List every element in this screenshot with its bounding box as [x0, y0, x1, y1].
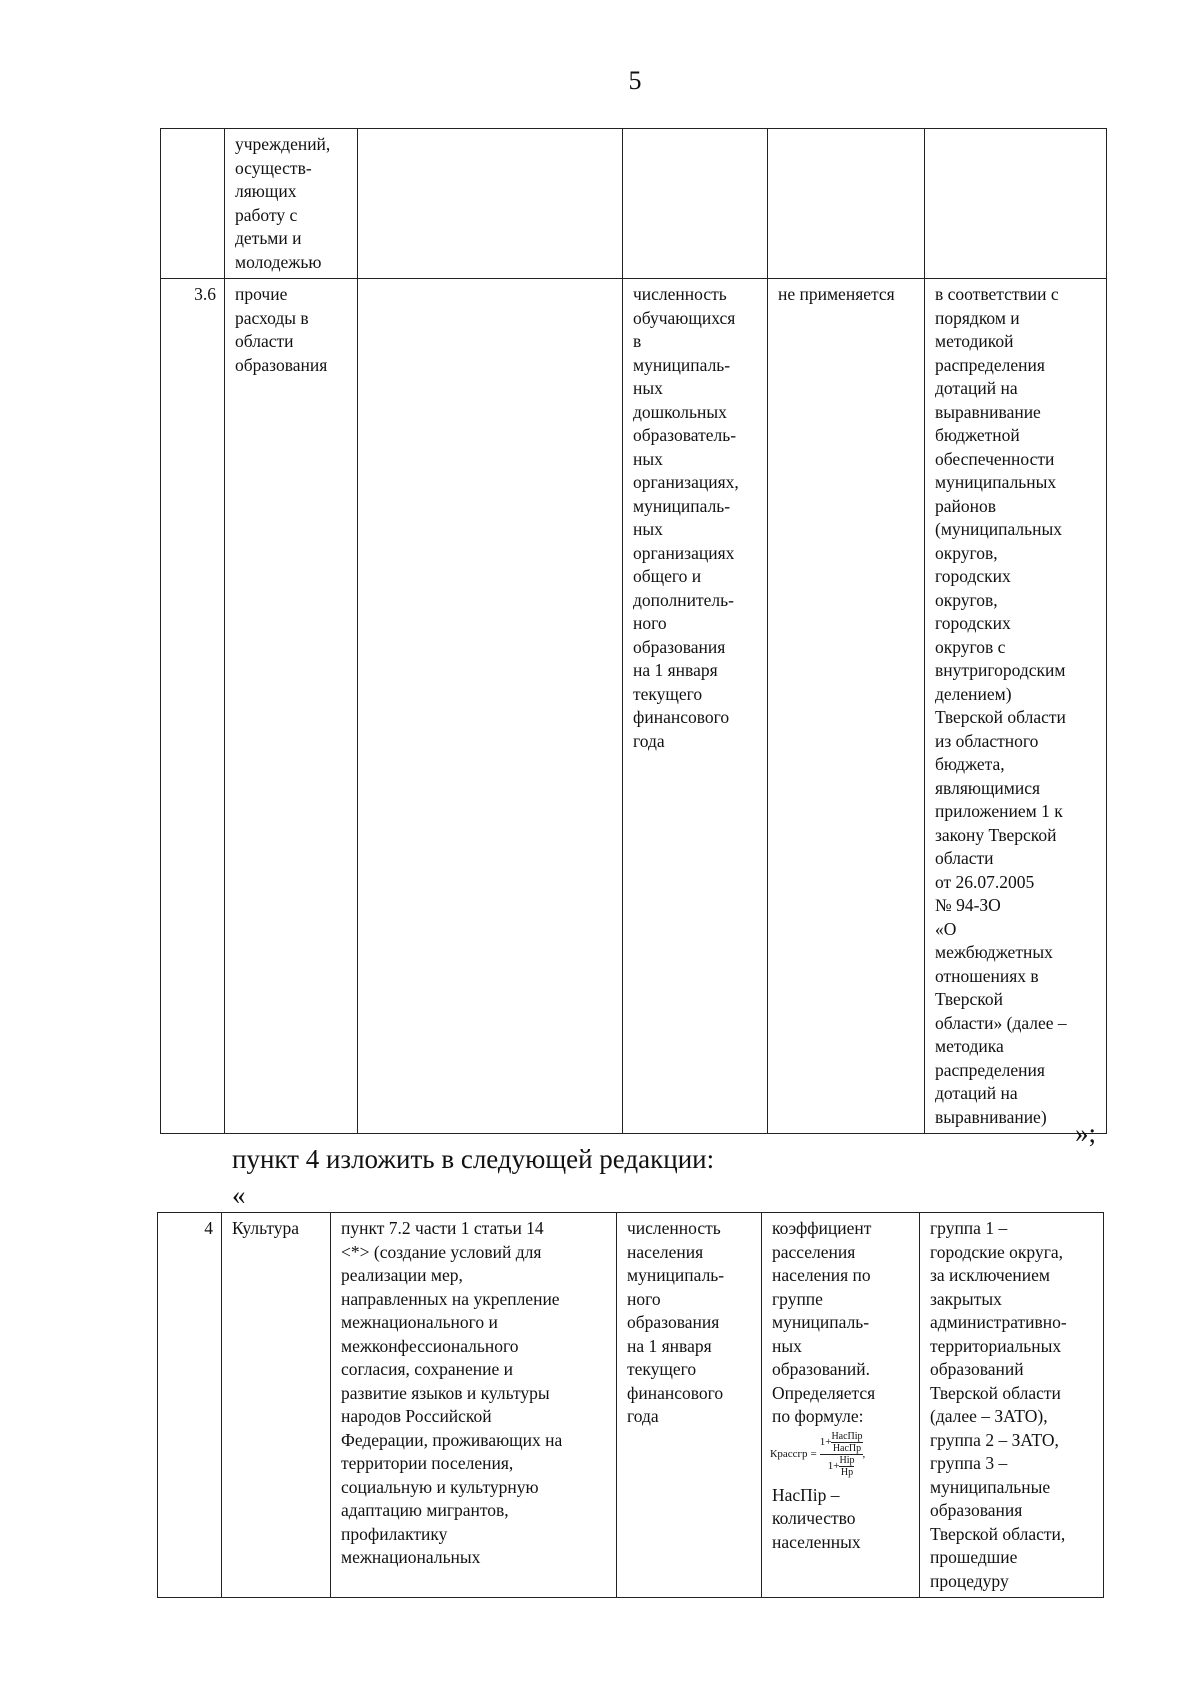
cell-name: учреждений, осуществ- ляющих работу с детьми и молодежью	[225, 129, 358, 279]
table-row	[158, 1213, 1104, 1598]
page-number: 5	[628, 66, 642, 95]
coefficient-variable-definition: НасПiр – количество населенных	[772, 1484, 861, 1552]
cell-powers	[358, 129, 623, 279]
table-bottom	[157, 1212, 1104, 1598]
cell-groups: в соответствии с порядком и методикой распределения дотаций на выравнивание бюджетной обеспеченности муниципальных районов (муниципальных округов, городских округов, городских округов с внутригородским делением) Тверской области из областного бюджета, являющимися приложением 1 к закону Тверской области от 26.07.2005 № 94-ЗО «О межбюджетных отношениях в Тверской области» (далее – методика распределения дотаций на выравнивание)	[925, 279, 1107, 1134]
formula-den-one: 1+	[827, 1459, 840, 1472]
cell-name: прочие расходы в области образования	[225, 279, 358, 1134]
formula-den-b: Нр	[840, 1466, 854, 1478]
cell-coefficient	[762, 1213, 920, 1598]
coefficient-description: коэффициент расселения населения по группе муниципаль- ных образований. Определяется по формуле:	[772, 1218, 876, 1426]
cell-coefficient: не применяется	[768, 279, 925, 1134]
formula-lhs: Крассгр	[770, 1447, 808, 1460]
opening-quote: «	[232, 1180, 246, 1210]
cell-num: 3.6	[161, 279, 225, 1134]
cell-groups: группа 1 – городские округа, за исключением закрытых административно- территориальных образований Тверской области (далее – ЗАТО), группа 2 – ЗАТО, группа 3 – муниципальные образования Тверской области, прошедшие процедуру	[920, 1213, 1104, 1598]
cell-powers: пункт 7.2 части 1 статьи 14 <*> (создание условий для реализации мер, направленных на укрепление межнационального и межконфессионального согласия, сохранение и развитие языков и культуры народов Российской Федерации, проживающих на территории поселения, социальную и культурную адаптацию мигрантов, профилактику межнациональных	[331, 1213, 617, 1598]
cell-num: 4	[158, 1213, 222, 1598]
table-row	[161, 129, 1107, 279]
cell-groups	[925, 129, 1107, 279]
dispersion-formula: Крассгр = 1+ НасПiр НасПр 1+ Нiр Нр ,	[770, 1430, 866, 1478]
formula-den-a: Нiр	[839, 1454, 855, 1466]
amendment-instruction: пункт 4 изложить в следующей редакции:	[232, 1144, 715, 1174]
formula-num-one: 1+	[819, 1435, 832, 1448]
table-top	[160, 128, 1107, 1134]
cell-coefficient	[768, 129, 925, 279]
formula-fraction	[820, 1431, 863, 1478]
cell-name: Культура	[222, 1213, 331, 1598]
cell-indicator: численность обучающихся в муниципаль- ных дошкольных образователь- ных организациях, муниципаль- ных организациях общего и дополнитель- ного образования на 1 января текущего финансового года	[623, 279, 768, 1134]
cell-powers	[358, 279, 623, 1134]
cell-indicator: численность населения муниципаль- ного образования на 1 января текущего финансового года	[617, 1213, 762, 1598]
cell-indicator	[623, 129, 768, 279]
formula-num-ratio	[831, 1431, 862, 1454]
cell-num	[161, 129, 225, 279]
table-row	[161, 279, 1107, 1134]
formula-num-b: НасПр	[832, 1442, 862, 1454]
formula-num-a: НасПiр	[831, 1430, 863, 1442]
formula-den-ratio	[839, 1455, 854, 1478]
formula-tail: ,	[862, 1447, 866, 1460]
closing-quote: »;	[1075, 1118, 1097, 1148]
